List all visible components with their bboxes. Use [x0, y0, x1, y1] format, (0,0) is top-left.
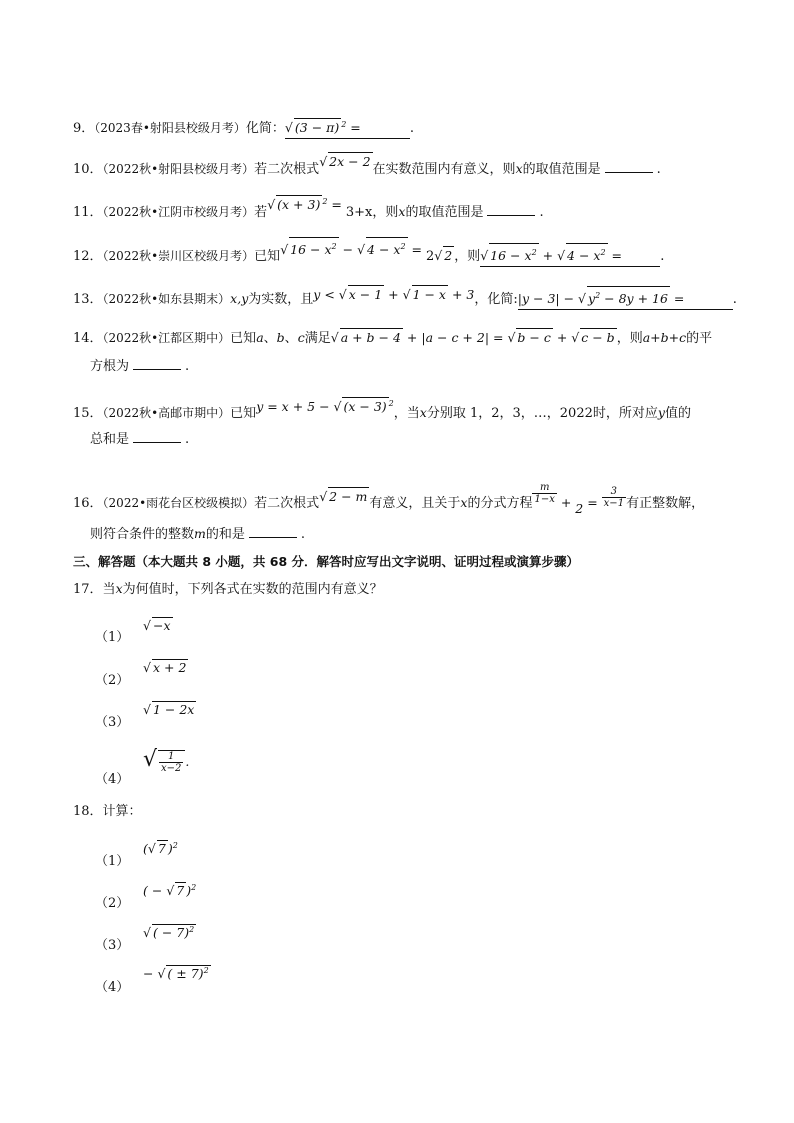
q17-text: 为何值时，下列各式在实数的范围内有意义？: [122, 582, 383, 597]
q14-end: .: [185, 359, 190, 374]
q14-answer-blank[interactable]: [133, 357, 181, 370]
q16-source: （2022•雨花台区校级模拟）: [102, 496, 255, 510]
q11-number: 11．: [73, 205, 103, 221]
q11-answer-blank[interactable]: [487, 203, 535, 216]
question-15: 15．（2022秋•高邮市期中）已知y = x + 5 − √ (x − 3) $^2$，当x分别取 1，2，3，…，2022时，所对应y值的: [73, 399, 691, 422]
q11-var: x: [398, 204, 406, 220]
q17-item-1-label: （1）: [95, 630, 130, 645]
q15-text-4: 值的: [664, 406, 691, 422]
q9-answer-blank[interactable]: √ (3 − π) $^2$ =: [285, 116, 410, 139]
question-14: 14．（2022秋•江都区期中）已知a、b、c满足√ a + b − 4 + |a − c + 2| = √ b − c + √ c − b ，则a+b+c的平: [73, 330, 713, 346]
q17-item-3-label: （3）: [95, 715, 130, 730]
q11-text-3: 3+x: [345, 205, 373, 221]
question-16-cont: 则符合条件的整数m的和是 .: [90, 526, 306, 542]
q10-var: x: [515, 161, 523, 176]
question-17: 17．当x为何值时，下列各式在实数的范围内有意义？: [73, 581, 383, 597]
q15-text-3: 分别取 1，2，3，…，2022时，所对应: [426, 406, 658, 422]
q16-end: .: [300, 527, 306, 542]
q17-number: 17．: [73, 582, 103, 597]
question-14-cont: [90, 357, 189, 376]
q18-item-1-expr: (√ 7 )$^2$: [143, 840, 178, 856]
q15-text-5: 总和是: [90, 432, 130, 447]
q18-title: 计算：: [102, 804, 142, 819]
q18-item-3-label: （3）: [95, 938, 130, 953]
q18-item-2-expr: ( − √ 7 )$^2$: [143, 882, 197, 898]
q11-radicand: (x + 3): [277, 197, 321, 213]
q14-text-1: 已知: [230, 331, 257, 346]
q14-text-4: 的平: [686, 331, 713, 346]
q14-source: （2022秋•江都区期中）: [102, 331, 231, 345]
q9-radicand: (3 − π): [294, 120, 340, 136]
q14-text-5: 方根为: [90, 359, 130, 374]
q11-end: .: [539, 205, 544, 221]
q16-text-4: 有正整数解，: [626, 496, 705, 511]
question-9: [73, 116, 414, 139]
question-13: 13．（2022秋•如东县期末）x,y为实数，且y < √ x − 1 + √ 1 − x + 3，化简:|y − 3| − √ $y^2 - 8y + 16$ = .: [73, 286, 737, 310]
q12-end: .: [660, 249, 665, 265]
q18-item-3-expr: √ ( − 7)$^2$: [143, 925, 195, 941]
question-12: 12．（2022秋•崇川区校级月考）已知√ $16 - x^2$ − √ $4 - x^2 = 2√$ 2 ，则√ $16 - x^2$ + √ $4 - x^2$ = .: [73, 243, 664, 267]
q18-item-4-expr: − √ ( ± 7)$^2$: [143, 966, 209, 982]
q14-text-2: 满足: [304, 331, 331, 346]
q18-item-4-label: （4）: [95, 980, 130, 995]
q16-number: 16．: [73, 496, 103, 511]
q15-text-2: ，当: [393, 406, 420, 422]
q13-source: （2022秋•如东县期末）: [102, 292, 231, 307]
q13-answer-blank[interactable]: |y − 3| − √ $y^2 - 8y + 16$ =: [518, 286, 733, 310]
q17-item-4-label: （4）: [95, 772, 130, 787]
q15-number: 15．: [73, 406, 103, 422]
question-15-cont: [90, 430, 189, 449]
q12-text-4: ，则: [454, 249, 481, 265]
q16-answer-blank[interactable]: [249, 525, 297, 538]
q11-source: （2022秋•江阴市校级月考）: [102, 205, 255, 220]
q16-text-2: 有意义，且关于: [369, 496, 461, 511]
q13-text-3: ，化简:: [474, 292, 518, 308]
q10-answer-blank[interactable]: [605, 160, 653, 173]
q15-source: （2022秋•高邮市期中）: [102, 406, 231, 421]
section-3-heading: 三、解答题（本大题共 8 小题，共 68 分．解答时应写出文字说明、证明过程或演算步骤）: [73, 554, 580, 569]
q9-number: 9．: [73, 121, 95, 137]
q15-end: .: [185, 432, 190, 447]
q18-number: 18．: [73, 804, 103, 819]
q10-text-3: 的取值范围是: [522, 162, 601, 177]
q13-vars: x,y: [230, 291, 249, 307]
q9-text: 化简：: [245, 121, 285, 137]
q18-item-2-label: （2）: [95, 896, 130, 911]
question-16: 16．（2022•雨花台区校级模拟）若二次根式√ 2 − m 有意义，且关于x的分式方程 $\frac{m}{1-x}$ + 2 = $\frac{3}{x-1}$ 有正整数解，: [73, 482, 705, 516]
q9-source: （2023春•射阳县校级月考）: [94, 121, 246, 136]
q17-item-4-expr: √ $\frac{1}{x-2}$ .: [143, 747, 190, 774]
q10-number: 10．: [73, 162, 103, 177]
q12-source: （2022秋•崇川区校级月考）: [102, 249, 255, 264]
q10-text-2: 在实数范围内有意义，则: [372, 162, 516, 177]
q13-text-2: 为实数，且: [248, 292, 314, 308]
q12-number: 12．: [73, 249, 103, 265]
q16-text-5: 则符合条件的整数: [90, 527, 195, 542]
q15-answer-blank[interactable]: [133, 430, 181, 443]
q10-end: .: [656, 162, 661, 177]
q9-end: .: [409, 121, 415, 137]
q11-text-1: 若: [254, 205, 268, 221]
q17-item-1-expr: √ −x: [143, 618, 171, 633]
q18-item-1-label: （1）: [95, 854, 130, 869]
q12-text-1: 已知: [254, 249, 281, 265]
q10-radicand: 2x − 2: [329, 154, 371, 169]
q10-source: （2022秋•射阳县校级月考）: [102, 162, 255, 176]
q16-text-3: 的分式方程: [467, 496, 533, 511]
q17-item-3-expr: √ 1 − 2x: [143, 702, 195, 717]
q11-text-4: ，则: [372, 205, 399, 221]
q17-item-2-label: （2）: [95, 673, 130, 688]
q12-answer-blank[interactable]: √ $16 - x^2$ + √ $4 - x^2$ =: [480, 243, 660, 267]
q13-end: .: [732, 292, 737, 308]
question-18: [73, 803, 142, 821]
q14-text-3: ，则: [616, 331, 643, 346]
q13-number: 13．: [73, 292, 103, 308]
q15-text-1: 已知: [230, 406, 257, 422]
q17-item-2-expr: √ x + 2: [143, 660, 187, 675]
question-10: 10．（2022秋•射阳县校级月考）若二次根式√ 2x − 2在实数范围内有意义，则x的取值范围是 .: [73, 154, 661, 177]
q11-text-5: 的取值范围是: [405, 205, 484, 221]
q16-text-6: 的和是: [205, 527, 245, 542]
q10-text-1: 若二次根式: [254, 162, 320, 177]
q16-text-1: 若二次根式: [254, 496, 320, 511]
q12-text-3: 2: [425, 249, 435, 265]
question-11: 11．（2022秋•江阴市校级月考）若√ (x + 3) $^2$ = 3+x，则x的取值范围是 .: [73, 197, 544, 221]
q14-number: 14．: [73, 331, 103, 346]
